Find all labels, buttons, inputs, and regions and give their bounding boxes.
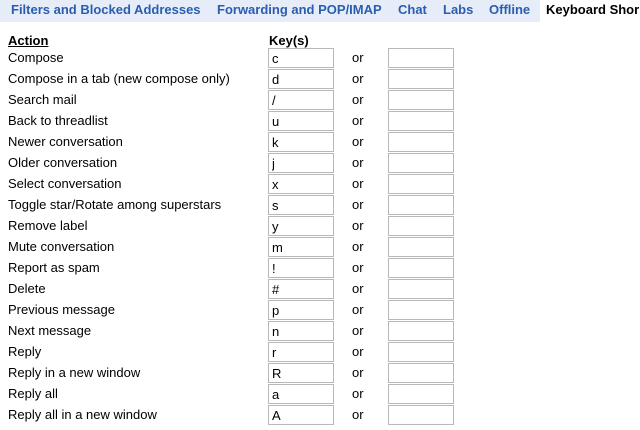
shortcut-key-input[interactable] — [268, 90, 334, 110]
shortcut-alt-key-input[interactable] — [388, 321, 454, 341]
shortcut-row — [0, 152, 640, 173]
shortcut-action-label: Previous message — [8, 302, 115, 317]
shortcut-alt-key-input[interactable] — [388, 405, 454, 425]
shortcut-alt-key-input[interactable] — [388, 48, 454, 68]
shortcut-key-input[interactable] — [268, 384, 334, 404]
shortcut-alt-key-input[interactable] — [388, 363, 454, 383]
or-label: or — [352, 260, 364, 275]
or-label: or — [352, 134, 364, 149]
shortcut-action-label: Mute conversation — [8, 239, 115, 254]
shortcut-alt-key-input[interactable] — [388, 279, 454, 299]
or-label: or — [352, 281, 364, 296]
shortcut-alt-key-input[interactable] — [388, 132, 454, 152]
shortcut-row — [0, 299, 640, 320]
shortcut-action-label: Compose in a tab (new compose only) — [8, 71, 230, 86]
shortcut-alt-key-input[interactable] — [388, 258, 454, 278]
shortcut-alt-key-input[interactable] — [388, 153, 454, 173]
shortcut-action-label: Compose — [8, 50, 64, 65]
shortcut-key-input[interactable] — [268, 300, 334, 320]
shortcut-row — [0, 236, 640, 257]
or-label: or — [352, 386, 364, 401]
or-label: or — [352, 71, 364, 86]
or-label: or — [352, 113, 364, 128]
or-label: or — [352, 50, 364, 65]
shortcut-action-label: Toggle star/Rotate among superstars — [8, 197, 222, 212]
shortcut-row — [0, 194, 640, 215]
shortcut-row — [0, 278, 640, 299]
tab-chat[interactable]: Chat — [398, 2, 427, 17]
shortcut-key-input[interactable] — [268, 111, 334, 131]
tab-offline[interactable]: Offline — [489, 2, 531, 17]
shortcut-alt-key-input[interactable] — [388, 384, 454, 404]
shortcut-action-label: Reply — [8, 344, 42, 359]
shortcut-action-label: Report as spam — [8, 260, 100, 275]
shortcut-action-label: Reply all — [8, 386, 58, 401]
shortcut-key-input[interactable] — [268, 258, 334, 278]
shortcut-action-label: Newer conversation — [8, 134, 123, 149]
shortcut-row — [0, 362, 640, 383]
shortcut-alt-key-input[interactable] — [388, 69, 454, 89]
shortcut-key-input[interactable] — [268, 48, 334, 68]
or-label: or — [352, 302, 364, 317]
shortcut-row — [0, 383, 640, 404]
shortcut-key-input[interactable] — [268, 153, 334, 173]
shortcut-row — [0, 341, 640, 362]
or-label: or — [352, 92, 364, 107]
shortcut-row — [0, 215, 640, 236]
shortcut-alt-key-input[interactable] — [388, 174, 454, 194]
shortcut-row — [0, 257, 640, 278]
or-label: or — [352, 239, 364, 254]
shortcut-alt-key-input[interactable] — [388, 195, 454, 215]
or-label: or — [352, 218, 364, 233]
or-label: or — [352, 407, 364, 422]
shortcut-row — [0, 89, 640, 110]
shortcut-action-label: Reply all in a new window — [8, 407, 157, 422]
shortcut-key-input[interactable] — [268, 405, 334, 425]
shortcut-key-input[interactable] — [268, 237, 334, 257]
shortcut-action-label: Search mail — [8, 92, 77, 107]
shortcut-alt-key-input[interactable] — [388, 90, 454, 110]
shortcut-key-input[interactable] — [268, 321, 334, 341]
shortcut-alt-key-input[interactable] — [388, 342, 454, 362]
shortcut-row — [0, 47, 640, 68]
or-label: or — [352, 365, 364, 380]
shortcut-row — [0, 320, 640, 341]
or-label: or — [352, 176, 364, 191]
shortcut-action-label: Older conversation — [8, 155, 118, 170]
shortcut-alt-key-input[interactable] — [388, 111, 454, 131]
shortcut-action-label: Select conversation — [8, 176, 122, 191]
shortcut-key-input[interactable] — [268, 174, 334, 194]
shortcut-action-label: Next message — [8, 323, 92, 338]
action-column-header: Action — [8, 33, 49, 48]
shortcut-action-label: Back to threadlist — [8, 113, 108, 128]
or-label: or — [352, 155, 364, 170]
shortcut-row — [0, 131, 640, 152]
shortcut-key-input[interactable] — [268, 195, 334, 215]
shortcut-alt-key-input[interactable] — [388, 300, 454, 320]
shortcut-action-label: Remove label — [8, 218, 88, 233]
shortcut-action-label: Delete — [8, 281, 46, 296]
settings-tab-bar — [0, 0, 640, 22]
or-label: or — [352, 323, 364, 338]
tab-keyboard-shortcuts[interactable]: Keyboard Shor — [546, 2, 640, 17]
shortcut-alt-key-input[interactable] — [388, 237, 454, 257]
tab-forwarding-pop-imap[interactable]: Forwarding and POP/IMAP — [217, 2, 382, 17]
tab-filters-blocked-addresses[interactable]: Filters and Blocked Addresses — [11, 2, 201, 17]
shortcut-row — [0, 110, 640, 131]
shortcut-row — [0, 404, 640, 425]
shortcut-key-input[interactable] — [268, 342, 334, 362]
shortcut-key-input[interactable] — [268, 279, 334, 299]
shortcut-row — [0, 173, 640, 194]
or-label: or — [352, 197, 364, 212]
keys-column-header: Key(s) — [269, 33, 309, 48]
or-label: or — [352, 344, 364, 359]
shortcut-key-input[interactable] — [268, 69, 334, 89]
shortcut-row — [0, 68, 640, 89]
shortcut-alt-key-input[interactable] — [388, 216, 454, 236]
shortcut-action-label: Reply in a new window — [8, 365, 141, 380]
shortcut-key-input[interactable] — [268, 216, 334, 236]
shortcut-key-input[interactable] — [268, 132, 334, 152]
shortcut-key-input[interactable] — [268, 363, 334, 383]
tab-labs[interactable]: Labs — [443, 2, 474, 17]
